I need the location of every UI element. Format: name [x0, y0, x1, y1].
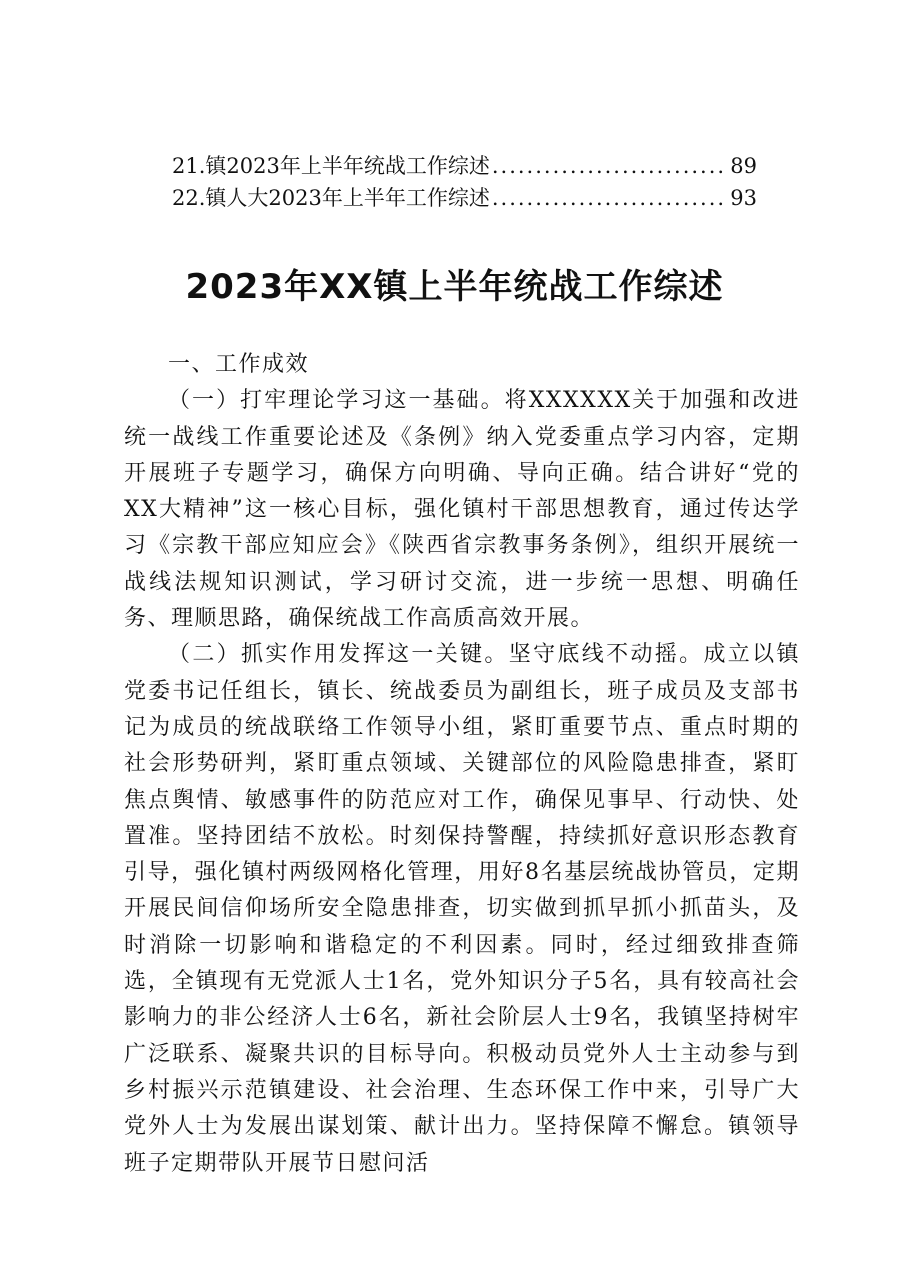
toc-entry[interactable]: [172, 182, 757, 214]
toc-entry-title: 21.镇2023年上半年统战工作综述: [172, 154, 490, 178]
paragraph-theory-study: （一）打牢理论学习这一基础。将XXXXXX关于加强和改进统一战线工作重要论述及《条例》纳入党委重点学习内容，定期开展班子专题学习，确保方向明确、导向正确。结合讲好“党的XX大精神”这一核心目标，强化镇村干部思想教育，通过传达学习《宗教干部应知应会》《陕西省宗教事务条例》，组织开展统一战线法规知识测试，学习研讨交流，进一步统一思想、明确任务、理顺思路，确保统战工作高质高效开展。: [124, 388, 800, 632]
toc-entry-title: 22.镇人大2023年上半年工作综述: [172, 186, 490, 210]
table-of-contents: [172, 150, 757, 214]
section-heading: 一、工作成效: [168, 352, 310, 377]
toc-entry-page: 89: [730, 154, 757, 178]
document-title: 2023年XX镇上半年统战工作综述: [185, 267, 724, 307]
paragraph-role-play: （二）抓实作用发挥这一关键。坚守底线不动摇。成立以镇党委书记任组长，镇长、统战委员为副组长，班子成员及支部书记为成员的统战联络工作领导小组，紧盯重要节点、重点时期的社会形势研判，紧盯重点领域、关键部位的风险隐患排查，紧盯焦点舆情、敏感事件的防范应对工作，确保见事早、行动快、处置准。坚持团结不放松。时刻保持警醒，持续抓好意识形态教育引导，强化镇村两级网格化管理，用好8名基层统战协管员，定期开展民间信仰场所安全隐患排查，切实做到抓早抓小抓苗头，及时消除一切影响和谐稳定的不利因素。同时，经过细致排查筛选，全镇现有无党派人士1名，党外知识分子5名，具有较高社会影响力的非公经济人士6名，新社会阶层人士9名，我镇坚持树牢广泛联系、凝聚共识的目标导向。积极动员党外人士主动参与到乡村振兴示范镇建设、社会治理、生态环保工作中来，引导广大党外人士为发展出谋划策、献计出力。坚持保障不懈怠。镇领导班子定期带队开展节日慰问活: [124, 642, 800, 1176]
toc-dot-leader: [492, 182, 728, 214]
toc-dot-leader: [492, 150, 728, 182]
toc-entry-page: 93: [730, 186, 757, 210]
document-body: [124, 347, 800, 1182]
toc-entry[interactable]: [172, 150, 757, 182]
